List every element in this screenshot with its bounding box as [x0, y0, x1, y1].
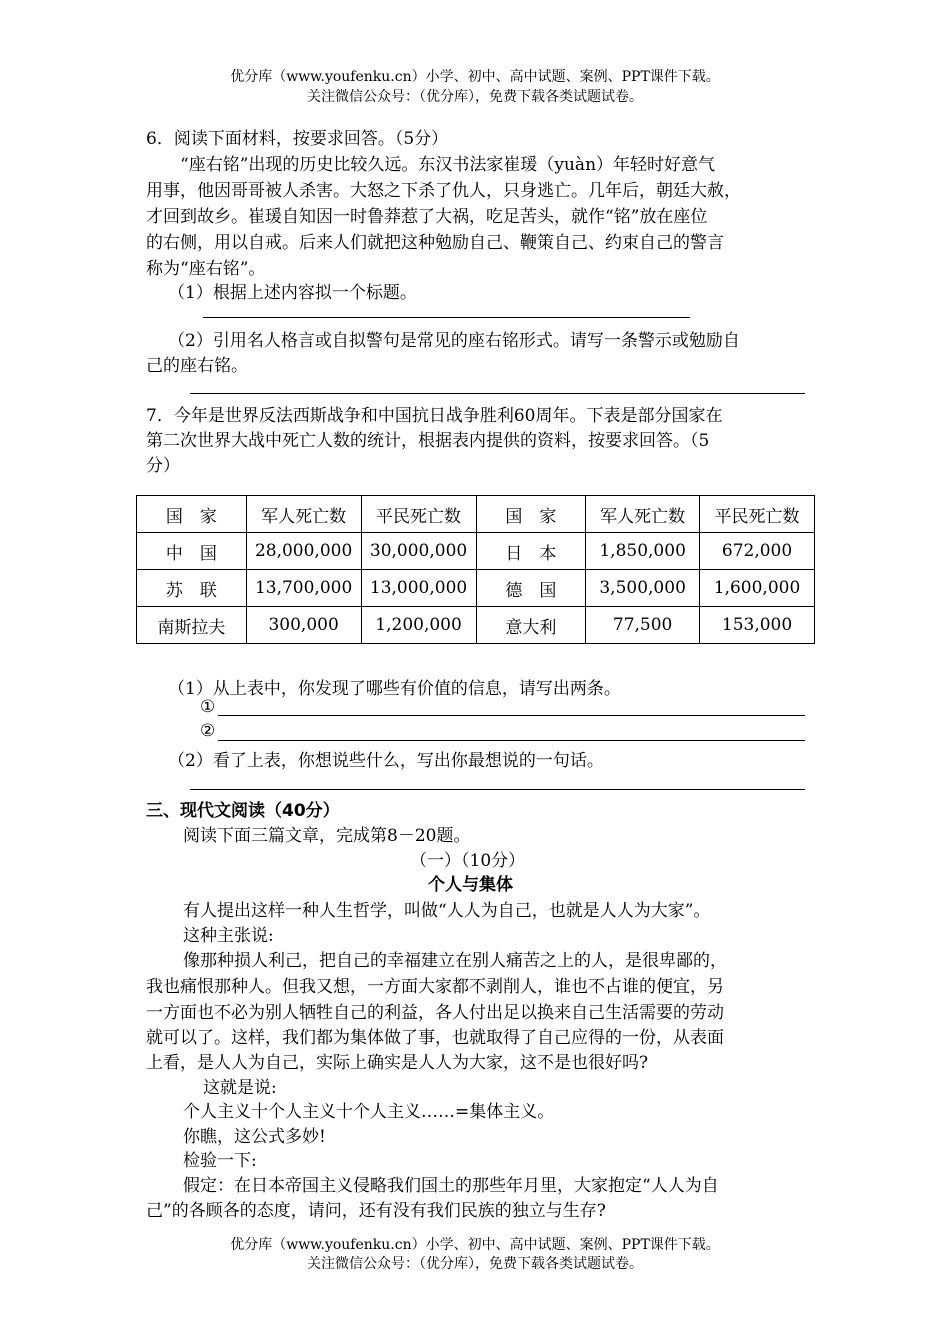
table-cell: 日 本 — [476, 533, 586, 570]
casualty-table — [136, 495, 815, 644]
table-cell: 77,500 — [586, 607, 700, 644]
article-title: 个人与集体 — [428, 875, 513, 895]
table-cell: 153,000 — [700, 607, 815, 644]
table-header-cell: 军人死亡数 — [246, 496, 361, 533]
article-line: 你瞧，这公式多妙! — [183, 1127, 326, 1147]
article-line: 个人主义十个人主义十个人主义……=集体主义。 — [183, 1102, 555, 1122]
q6-answer-line-2[interactable] — [190, 393, 805, 394]
article-line: 就可以了。这样，我们都为集体做了事，也就取得了自己应得的一份，从表面 — [146, 1028, 724, 1048]
table-header-row — [137, 496, 815, 533]
q6-title: 6．阅读下面材料，按要求回答。（5分） — [146, 129, 449, 149]
article-line: 这种主张说: — [183, 926, 274, 946]
section3-intro: 阅读下面三篇文章，完成第8－20题。 — [183, 826, 471, 846]
page-footer-line1: 优分库（www.youfenku.cn）小学、初中、高中试题、案例、PPT课件下载。 — [230, 1237, 720, 1253]
section3-part-label: （一）（10分） — [410, 851, 526, 871]
q7-line: 7．今年是世界反法西斯战争和中国抗日战争胜利60周年。下表是部分国家在 — [146, 406, 723, 426]
table-cell: 3,500,000 — [586, 570, 700, 607]
q7-answer-marker-1: ① — [200, 697, 216, 717]
q7-sub2: （2）看了上表，你想说些什么，写出你最想说的一句话。 — [168, 751, 604, 771]
article-line: 己”的各顾各的态度，请问，还有没有我们民族的独立与生存? — [146, 1201, 606, 1221]
article-line: 假定：在日本帝国主义侵略我们国土的那些年月里，大家抱定“人人为自 — [183, 1176, 719, 1196]
table-cell: 苏 联 — [137, 570, 247, 607]
q6-para-line: 的右侧，用以自戒。后来人们就把这种勉励自己、鞭策自己、约束自己的警言 — [146, 233, 724, 253]
table-cell: 1,200,000 — [361, 607, 476, 644]
table-cell: 13,000,000 — [361, 570, 476, 607]
q6-sub2-line1: （2）引用名人格言或自拟警句是常见的座右铭形式。请写一条警示或勉励自 — [168, 331, 740, 351]
q7-sub1: （1）从上表中，你发现了哪些有价值的信息，请写出两条。 — [168, 679, 621, 699]
article-line: 我也痛恨那种人。但我又想，一方面大家都不剥削人，谁也不占谁的便宜，另 — [146, 977, 724, 997]
q6-para-line: “座右铭”出现的历史比较久远。东汉书法家崔瑗（yuàn）年轻时好意气 — [180, 155, 716, 175]
table-header-cell: 国 家 — [137, 496, 247, 533]
table-row — [137, 533, 815, 570]
q6-para-line: 用事，他因哥哥被人杀害。大怒之下杀了仇人，只身逃亡。几年后，朝廷大赦， — [146, 181, 741, 201]
q6-sub1: （1）根据上述内容拟一个标题。 — [168, 283, 417, 303]
section3-heading: 三、现代文阅读（40分） — [146, 801, 340, 821]
table-cell: 意大利 — [476, 607, 586, 644]
article-line: 上看，是人人为自己，实际上确实是人人为大家，这不是也很好吗? — [146, 1053, 649, 1073]
article-line: 一方面也不必为别人牺牲自己的利益，各人付出足以换来自己生活需要的劳动 — [146, 1003, 724, 1023]
table-cell: 300,000 — [246, 607, 361, 644]
table-cell: 1,850,000 — [586, 533, 700, 570]
q7-answer-line-1[interactable] — [218, 715, 805, 716]
page-header-line2: 关注微信公众号：（优分库），免费下载各类试题试卷。 — [307, 89, 643, 105]
q7-line: 第二次世界大战中死亡人数的统计，根据表内提供的资料，按要求回答。（5 — [146, 431, 710, 451]
table-cell: 南斯拉夫 — [137, 607, 247, 644]
table-row — [137, 570, 815, 607]
table-cell: 13,700,000 — [246, 570, 361, 607]
q7-answer-line-3[interactable] — [190, 789, 805, 790]
table-cell: 1,600,000 — [700, 570, 815, 607]
table-header-cell: 平民死亡数 — [700, 496, 815, 533]
q6-answer-line-1[interactable] — [203, 317, 690, 318]
q6-para-line: 称为“座右铭”。 — [146, 259, 266, 279]
q7-line: 分） — [146, 456, 180, 476]
table-header-cell: 国 家 — [476, 496, 586, 533]
article-line: 有人提出这样一种人生哲学，叫做“人人为自己，也就是人人为大家”。 — [183, 901, 711, 921]
article-line: 像那种损人利己，把自己的幸福建立在别人痛苦之上的人，是很卑鄙的， — [183, 951, 727, 971]
table-cell: 中 国 — [137, 533, 247, 570]
table-row — [137, 607, 815, 644]
table-cell: 672,000 — [700, 533, 815, 570]
q6-sub2-line2: 己的座右铭。 — [146, 356, 248, 376]
article-line: 检验一下: — [183, 1151, 257, 1171]
q7-answer-line-2[interactable] — [218, 740, 805, 741]
article-line: 这就是说: — [203, 1078, 277, 1098]
page-header-line1: 优分库（www.youfenku.cn）小学、初中、高中试题、案例、PPT课件下载。 — [230, 69, 720, 85]
q7-answer-marker-2: ② — [200, 721, 216, 741]
table-header-cell: 军人死亡数 — [586, 496, 700, 533]
table-cell: 30,000,000 — [361, 533, 476, 570]
page-footer-line2: 关注微信公众号：（优分库），免费下载各类试题试卷。 — [307, 1256, 643, 1272]
table-header-cell: 平民死亡数 — [361, 496, 476, 533]
table-cell: 德 国 — [476, 570, 586, 607]
q6-para-line: 才回到故乡。崔瑗自知因一时鲁莽惹了大祸，吃足苦头，就作“铭”放在座位 — [146, 207, 708, 227]
table-cell: 28,000,000 — [246, 533, 361, 570]
